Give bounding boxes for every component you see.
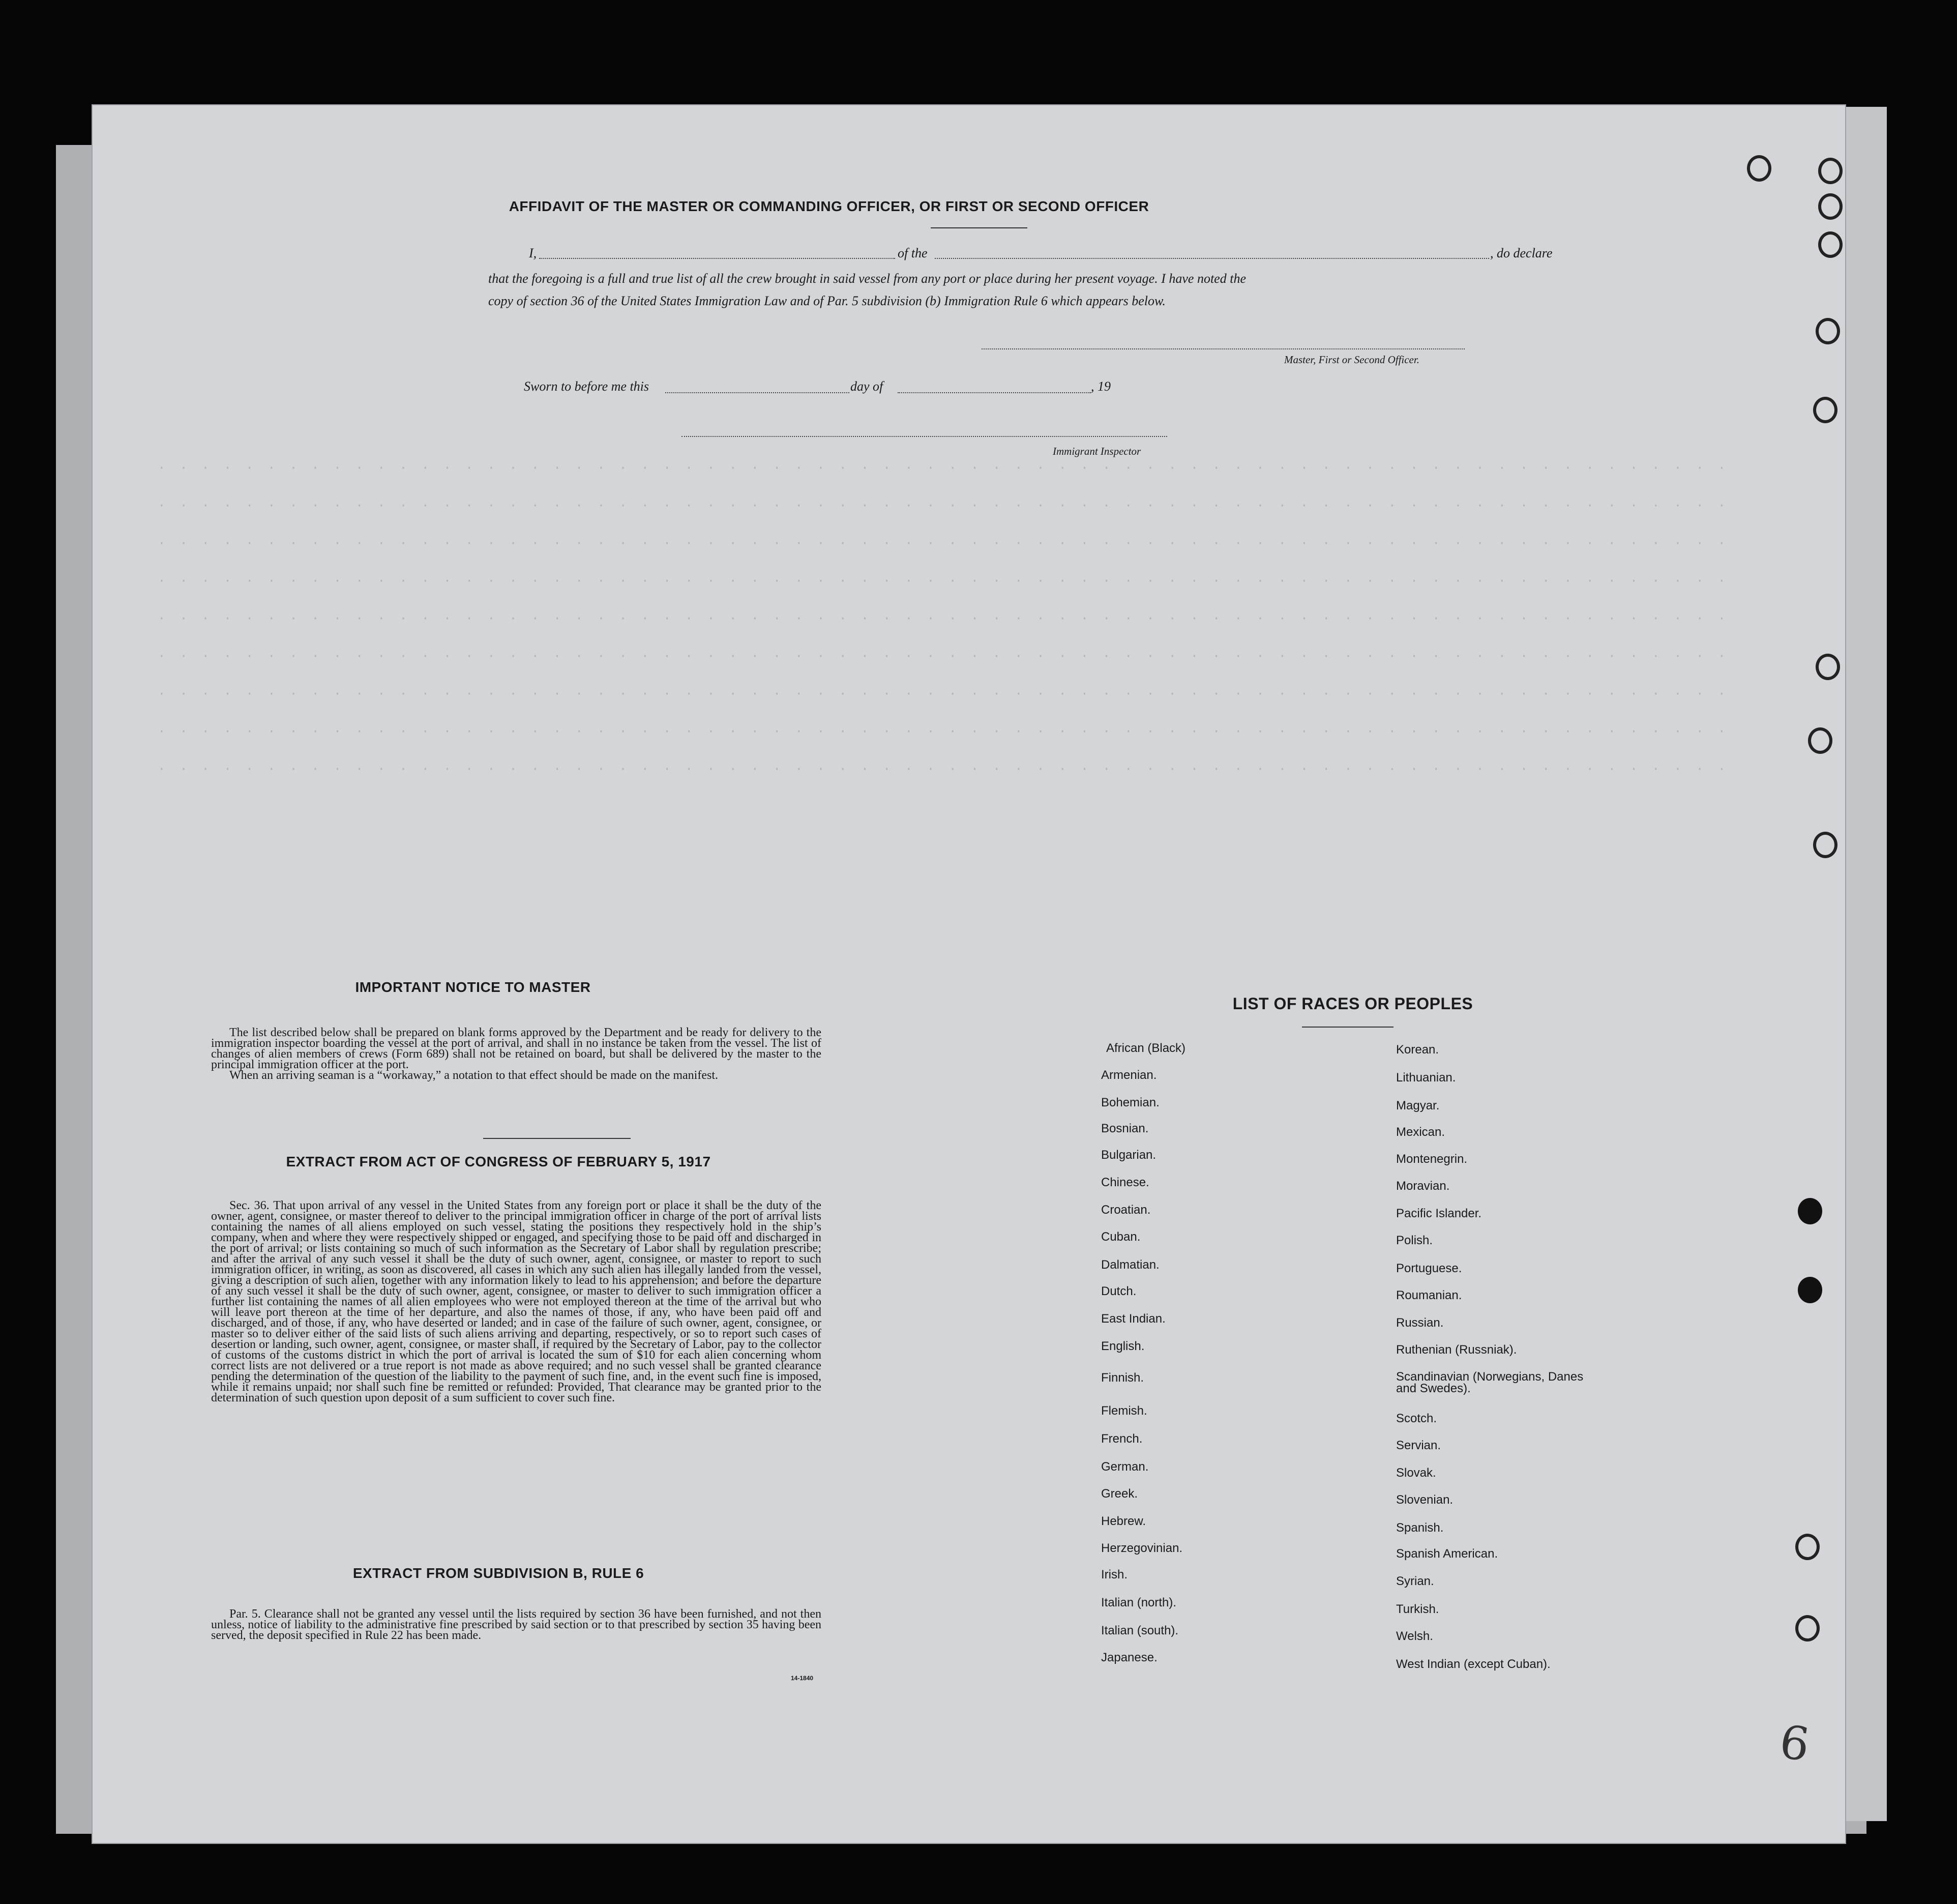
punch-hole [1813,832,1837,858]
race-item: East Indian. [1101,1312,1166,1326]
notice-paragraph: The list described below shall be prepared on blank forms approved by the Department and be ready for delivery to the immigration inspector boarding the vessel at the port of arrival, and shall in no instance be taken from the vessel. The list of changes of alien members of crews (Form 689) shall not be retained on board, but shall be delivered by the master to the principal immigration officer at the port. [211,1026,821,1071]
master-signature-caption: Master, First or Second Officer. [1284,354,1419,366]
punch-hole [1813,397,1837,423]
declarant-name-field[interactable] [539,258,895,259]
race-item: Mexican. [1396,1125,1445,1139]
punch-hole [1798,1277,1822,1303]
race-item: Dutch. [1101,1284,1137,1298]
race-item: Armenian. [1101,1068,1157,1082]
race-item: Moravian. [1396,1179,1450,1193]
punch-hole [1795,1615,1820,1642]
race-item: German. [1101,1460,1149,1474]
punch-hole [1798,1198,1822,1224]
extract-rule-title: EXTRACT FROM SUBDIVISION B, RULE 6 [352,1565,644,1581]
race-item: Greek. [1101,1487,1138,1501]
declarant-label: I, [529,246,537,260]
punch-hole [1747,155,1771,182]
affidavit-statement-line2: that the foregoing is a full and true list of all the crew brought in said vessel from any port or place during her present voyage. I have noted the [488,271,1246,286]
day-of-label: day of [850,379,883,394]
race-item: Slovak. [1396,1466,1436,1480]
sworn-date-field[interactable] [665,392,849,393]
master-signature-field[interactable] [982,348,1465,349]
race-item: Spanish. [1396,1521,1444,1535]
race-item: Spanish American. [1396,1547,1498,1561]
handwritten-mark-text: 6 [1776,1715,1813,1772]
affidavit-title: AFFIDAVIT OF THE MASTER OR COMMANDING OFFICER, OR FIRST OR SECOND OFFICER [509,198,1149,214]
race-item: Cuban. [1101,1230,1141,1244]
bleed-through-rows: · · · · · · · · · · · · · · · · · · · · · · · · · · · · · · · · · · · · · · · · · · · · · · · · · · · · · · · · · · · · · · · · · · · · · · · · · · · · · · · · · · · · · · · · · · · · · · · · · · · · · · · · · · · · · · · · · · · · · · · · · · · · · · · · · · · · · · · · · · · · · · · · · · · · · · · · · · · · · · · · · · · · · · · · · · · · · · · · · · · · · · · · · · · · · · · · · · · · · · · · · · · · · · · · · · · · · · · · · · · · · · · · · · · · · · · · · · · · · · · · · · · · · · · · · · · · · · · · · · · · · · · · · · · · · · · · · · · · · · · · · · · · · · · · · · · · · · · · · · · · · · · · · · · · · · · · · · · · · · · · · · · · · · · · · · · · · · · · · · · · · · · · · · · · · · · · · · · · · · · · · · · · · · · · · · · · · · · · · · · · · · · · · · · · · · · · · · · · · · · · · · · · · · · · · · · · · · · · · · · · · · · · · · · · · · · · · · · · · · · · · · · · · · · · · · · · · · · · · · · · · · · · · · · · · · · · · · · · · · · · · · · · · · · · · · · · · · · · · · · · · · · · · · · · · · · · · · · · · · · · · · · · · · · · · · · · · · · · · · · · · · · · · · · · · · · · · · · · · · · · · · · · · · · · · · · · · · · · · · · · · · · · · · · · · · · · · · · · · · · · · · · · · · · · · · · · · · · · · · · · · · · · · · · · · · · · · · · · · · · · · · · · · · · · [158,460,1729,777]
race-item: Slovenian. [1396,1493,1454,1507]
extract-act-paragraph: Sec. 36. That upon arrival of any vessel in the United States from any foreign port or place it shall be the duty of the owner, agent, consignee, or master thereof to deliver to the principal immigration officer in charge of the port of arrival lists containing the names of all aliens employed on such vessel, stating the positions they respectively hold in the ship’s company, when and where they were respectively shipped or engaged, and specifying those to be paid off and discharged in the port of arrival; or lists containing so much of such information as the Secretary of Labor shall by regulation prescribe; and after the arrival of any such vessel it shall be the duty of such owner, agent, consignee, or master to report to such immigration officer, in writing, as soon as discovered, all cases in which any such alien has illegally landed from the vessel, giving a description of such alien, together with any information likely to lead to his apprehension; and before the departure of any such vessel it shall be the duty of such owner, agent, consignee, or master to deliver to such immigration officer a further list containing the names of all alien employees who were not employed thereon at the time of the arrival but who will leave port thereon at the time of her departure, and also the names of those, if any, who have been paid off and discharged, and of those, if any, who have deserted or landed; and in case of the failure of such owner, agent, consignee, or master so to deliver either of the said lists of such aliens arriving and departing, respectively, or so to report such cases of desertion or landing, such owner, agent, consignee, or master shall, if required by the Secretary of Labor, pay to the collector of customs of the customs district in which the port of arrival is located the sum of $10 for each alien concerning whom correct lists are not delivered or a true report is not made as above required; and no such vessel shall be granted clearance pending the determination of the question of the liability to the payment of such fine, and, in the event such fine is imposed, while it remains unpaid; nor shall such fine be remitted or refunded: Provided, That clearance may be granted prior to the determination of such question upon deposit of a sum sufficient to cover such fine. [211,1199,821,1404]
race-item: Pacific Islander. [1396,1207,1482,1220]
race-item: Flemish. [1101,1404,1147,1418]
race-item: Korean. [1396,1043,1439,1057]
race-item: French. [1101,1432,1143,1446]
race-item: Irish. [1101,1568,1128,1581]
race-item: Chinese. [1101,1176,1149,1189]
of-the-label: of the [898,246,928,260]
race-item: Hebrew. [1101,1514,1146,1528]
race-item: Bohemian. [1101,1096,1160,1109]
race-item: Polish. [1396,1234,1433,1247]
race-item: Magyar. [1396,1099,1440,1112]
sworn-prefix: Sworn to before me this [524,379,649,394]
notice-title: IMPORTANT NOTICE TO MASTER [355,979,591,995]
race-item: Italian (north). [1101,1596,1177,1609]
race-item: Finnish. [1101,1371,1144,1385]
inspector-caption: Immigrant Inspector [1053,445,1141,457]
vessel-position-field[interactable] [935,258,1489,259]
manifest-page [92,104,1846,1844]
race-item: Syrian. [1396,1574,1434,1588]
inspector-signature-field[interactable] [681,436,1167,437]
punch-hole [1818,158,1843,184]
race-item: Ruthenian (Russniak). [1396,1343,1517,1357]
do-declare-label: , do declare [1490,246,1553,260]
race-item: African (Black) [1106,1041,1186,1055]
race-item: Bosnian. [1101,1122,1149,1135]
title-underline [931,227,1027,228]
race-item: Dalmatian. [1101,1258,1160,1272]
race-item: Croatian. [1101,1203,1151,1217]
race-item: English. [1101,1339,1145,1353]
handwritten-mark [1776,1715,1813,1772]
race-item: Portuguese. [1396,1262,1462,1275]
race-item: Russian. [1396,1316,1444,1330]
extract-act-title: EXTRACT FROM ACT OF CONGRESS OF FEBRUARY 5, 1917 [286,1154,711,1169]
race-item: Herzegovinian. [1101,1541,1183,1555]
punch-hole [1808,727,1832,754]
punch-hole [1816,654,1840,680]
extract-rule-paragraph: Par. 5. Clearance shall not be granted any vessel until the lists required by section 36 have been furnished, and not then unless, notice of liability to the administrative fine prescribed by said section or to that prescribed by section 35 having been served, the deposit specified in Rule 22 has been made. [211,1607,821,1642]
sworn-month-field[interactable] [898,392,1091,393]
form-number: 14-1840 [791,1675,814,1682]
punch-hole [1818,231,1843,258]
punch-hole [1816,318,1840,344]
race-item: Servian. [1396,1439,1441,1452]
race-item: Lithuanian. [1396,1071,1456,1085]
race-item: Italian (south). [1101,1624,1179,1637]
race-item: Montenegrin. [1396,1152,1468,1166]
race-item: Japanese. [1101,1651,1158,1664]
year-label: , 19 [1091,379,1111,394]
section-divider [483,1138,631,1139]
affidavit-statement-line3: copy of section 36 of the United States Immigration Law and of Par. 5 subdivision (b) Immigration Rule 6 which appears below. [488,294,1166,308]
race-item: Scandinavian (Norwegians, Danes and Swedes). [1396,1370,1584,1395]
race-item: Roumanian. [1396,1288,1462,1302]
punch-hole [1795,1534,1820,1560]
races-title: LIST OF RACES OR PEOPLES [1232,994,1473,1013]
race-item: Turkish. [1396,1602,1439,1616]
race-item: Bulgarian. [1101,1148,1157,1162]
extract-act-body [211,1200,821,1403]
race-item: West Indian (except Cuban). [1396,1657,1551,1671]
race-item: Welsh. [1396,1629,1433,1643]
extract-rule-body [211,1609,821,1641]
race-item: Scotch. [1396,1412,1437,1425]
races-title-underline [1302,1027,1393,1028]
notice-paragraph: When an arriving seaman is a “workaway,” a notation to that effect should be made on the manifest. [229,1069,718,1082]
punch-hole [1818,193,1843,220]
notice-body [211,1028,821,1081]
